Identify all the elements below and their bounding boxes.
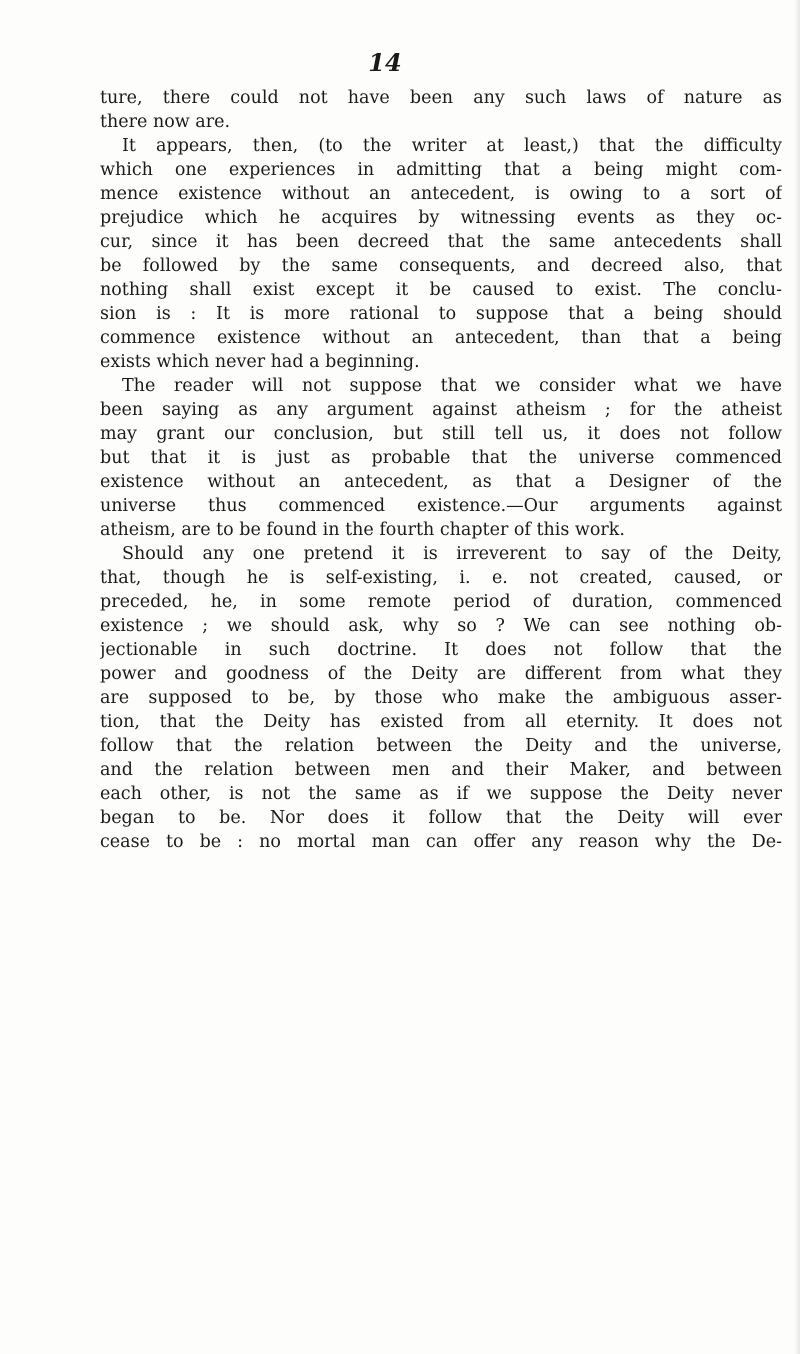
text-line: follow that the relation between the Deity and the universe, [100, 736, 782, 756]
text-line: began to be. Nor does it follow that the Deity will ever [100, 808, 782, 828]
body-text [100, 86, 782, 854]
text-line: existence ; we should ask, why so ? We can see nothing ob- [100, 616, 782, 636]
text-line: tion, that the Deity has existed from all eternity. It does not [100, 712, 782, 732]
text-line: prejudice which he acquires by witnessing events as they oc- [100, 208, 782, 228]
text-line: It appears, then, (to the writer at least,) that the difficulty [122, 136, 782, 156]
text-line: that, though he is self-existing, i. e. not created, caused, or [100, 568, 782, 588]
text-line: be followed by the same consequents, and decreed also, that [100, 256, 782, 276]
text-line: power and goodness of the Deity are different from what they [100, 664, 782, 684]
text-line: but that it is just as probable that the universe commenced [100, 448, 782, 468]
page-number: 14 [368, 48, 402, 77]
text-line: preceded, he, in some remote period of duration, commenced [100, 592, 782, 612]
text-line: The reader will not suppose that we consider what we have [122, 376, 782, 396]
text-line: been saying as any argument against atheism ; for the atheist [100, 400, 782, 420]
text-line: are supposed to be, by those who make the ambiguous asser- [100, 688, 782, 708]
text-line: which one experiences in admitting that a being might com- [100, 160, 782, 180]
text-line: there now are. [100, 112, 231, 132]
text-line: existence without an antecedent, as that a Designer of the [100, 472, 782, 492]
text-line: nothing shall exist except it be caused to exist. The conclu- [100, 280, 782, 300]
text-line: commence existence without an antecedent, than that a being [100, 328, 782, 348]
text-line: mence existence without an antecedent, is owing to a sort of [100, 184, 782, 204]
text-line: each other, is not the same as if we suppose the Deity never [100, 784, 782, 804]
text-line: exists which never had a beginning. [100, 352, 420, 372]
text-line: cur, since it has been decreed that the same antecedents shall [100, 232, 782, 252]
text-line: atheism, are to be found in the fourth chapter of this work. [100, 520, 625, 540]
text-line: may grant our conclusion, but still tell us, it does not follow [100, 424, 782, 444]
text-line: sion is : It is more rational to suppose that a being should [100, 304, 782, 324]
text-line: and the relation between men and their Maker, and between [100, 760, 782, 780]
page-edge [794, 0, 800, 1354]
text-line: universe thus commenced existence.—Our arguments against [100, 496, 782, 516]
text-line: Should any one pretend it is irreverent to say of the Deity, [122, 544, 782, 564]
text-line: ture, there could not have been any such laws of nature as [100, 88, 782, 108]
text-line: jectionable in such doctrine. It does not follow that the [100, 640, 782, 660]
text-line: cease to be : no mortal man can offer any reason why the De- [100, 832, 782, 852]
